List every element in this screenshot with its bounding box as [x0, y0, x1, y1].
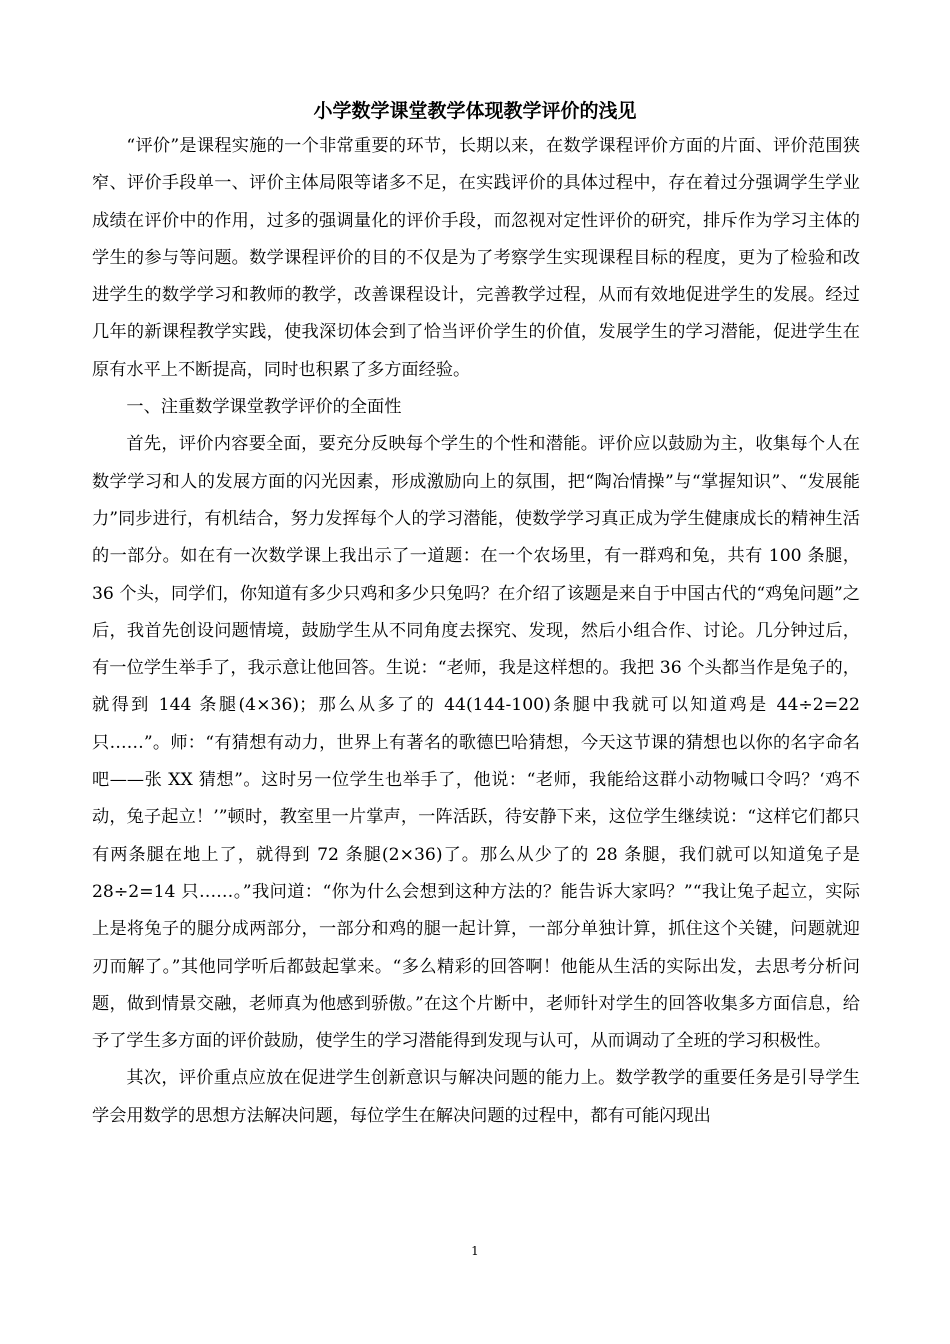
paragraph-second-point: 其次，评价重点应放在促进学生创新意识与解决问题的能力上。数学教学的重要任务是引导学生学会用数学的思想方法解决问题，每位学生在解决问题的过程中，都有可能闪现出	[92, 1068, 860, 1126]
section-heading: 一、注重数学课堂教学评价的全面性	[126, 397, 402, 418]
document-body	[92, 128, 860, 1135]
document-title: 小学数学课堂教学体现教学评价的浅见	[313, 100, 637, 122]
paragraph-first-point: 首先，评价内容要全面，要充分反映每个学生的个性和潜能。评价应以鼓励为主，收集每个人在数学学习和人的发展方面的闪光因素，形成激励向上的氛围，把“陶冶情操”与“掌握知识”、“发展能力”同步进行，有机结合，努力发挥每个人的学习潜能，使数学学习真正成为学生健康成长的精神生活的一部分。如在有一次数学课上我出示了一道题：在一个农场里，有一群鸡和兔，共有 100 条腿，36 个头，同学们，你知道有多少只鸡和多少只兔吗？在介绍了该题是来自于中国古代的“鸡兔问题”之后，我首先创设问题情境，鼓励学生从不同角度去探究、发现，然后小组合作、讨论。几分钟过后，有一位学生举手了，我示意让他回答。生说：“老师，我是这样想的。我把 36 个头都当作是兔子的，就得到 144 条腿(4×36)；那么从多了的 44(144-100)条腿中我就可以知道鸡是 44÷2=22 只……”。师：“有猜想有动力，世界上有著名的歌德巴哈猜想，今天这节课的猜想也以你的名字命名吧——张 XX 猜想”。这时另一位学生也举手了，他说：“老师，我能给这群小动物喊口令吗？‘鸡不动，兔子起立！’”顿时，教室里一片掌声，一阵活跃，待安静下来，这位学生继续说：“这样它们都只有两条腿在地上了，就得到 72 条腿(2×36)了。那么从少了的 28 条腿，我们就可以知道兔子是 28÷2=14 只……。”我问道：“你为什么会想到这种方法的？能告诉大家吗？”“我让兔子起立，实际上是将兔子的腿分成两部分，一部分和鸡的腿一起计算，一部分单独计算，抓住这个关键，问题就迎刃而解了。”其他同学听后都鼓起掌来。“多么精彩的回答啊！他能从生活的实际出发，去思考分析问题，做到情景交融，老师真为他感到骄傲。”在这个片断中，老师针对学生的回答收集多方面信息，给予了学生多方面的评价鼓励，使学生的学习潜能得到发现与认可，从而调动了全班的学习积极性。	[92, 434, 860, 1052]
paragraph-intro: “评价”是课程实施的一个非常重要的环节，长期以来，在数学课程评价方面的片面、评价范围狭窄、评价手段单一、评价主体局限等诸多不足，在实践评价的具体过程中，存在着过分强调学生学业成绩在评价中的作用，过多的强调量化的评价手段，而忽视对定性评价的研究，排斥作为学习主体的学生的参与等问题。数学课程评价的目的不仅是为了考察学生实现课程目标的程度，更为了检验和改进学生的数学学习和教师的教学，改善课程设计，完善教学过程，从而有效地促进学生的发展。经过几年的新课程教学实践，使我深切体会到了恰当评价学生的价值，发展学生的学习潜能，促进学生在原有水平上不断提高，同时也积累了多方面经验。	[92, 136, 860, 380]
page-number: 1	[471, 1244, 479, 1258]
